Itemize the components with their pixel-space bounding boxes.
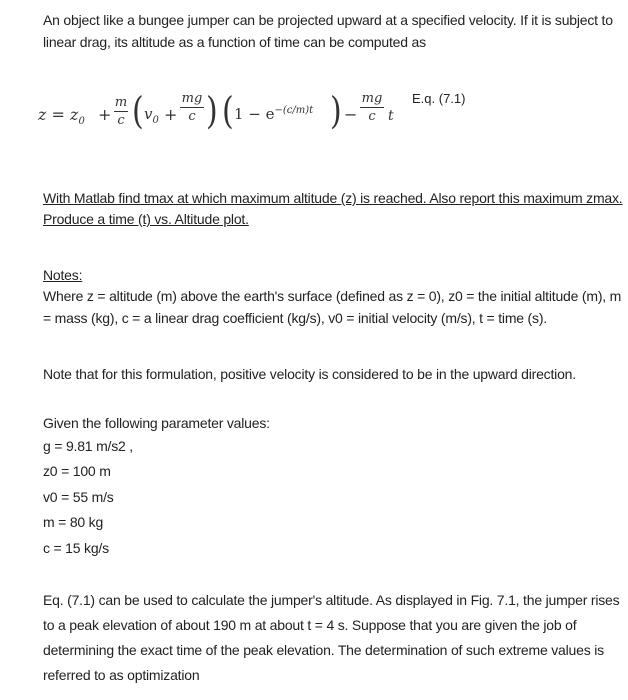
eq-fraction-mg-over-c-2 <box>360 91 384 124</box>
notes-line-2: = mass (kg), c = a linear drag coefficient (kg/s), v0 = initial velocity (m/s), t = time (s). <box>43 310 547 326</box>
intro-line-2: linear drag, its altitude as a function of time can be computed as <box>43 34 426 50</box>
eq-frac1-num: m <box>114 95 128 110</box>
intro-line-1: An object like a bungee jumper can be projected upward at a specified velocity. If it is subject to <box>43 12 613 28</box>
eq-v0-sub: 0 <box>152 115 159 126</box>
parameters-heading: Given the following parameter values: <box>43 415 270 431</box>
eq-plus-2: + <box>164 105 178 124</box>
eq-lhs-sub: 0 <box>78 116 85 128</box>
task-line-2: Produce a time (t) vs. Altitude plot. <box>43 211 249 227</box>
param-m: m = 80 kg <box>43 514 104 530</box>
eq-frac3-num: mg <box>361 91 383 106</box>
param-v0: v0 = 55 m/s <box>43 489 114 505</box>
param-z0: z0 = 100 m <box>43 463 111 479</box>
notes-line-1: Where z = altitude (m) above the earth's surface (defined as z = 0), z0 = the initial altitude (m), m <box>43 288 622 304</box>
eq-fraction-m-over-c <box>114 95 128 128</box>
altitude-equation: $z = z_0$ + m c ( $v_0$ + mg c ) ( $1 - e^{-(c/m)t}$ ) − mg c t <box>38 89 394 134</box>
eq-one-minus-e: 1 − e <box>234 105 275 123</box>
eq-minus: − <box>344 105 358 124</box>
eq-t: t <box>388 108 394 124</box>
eq-frac2-den: c <box>188 109 196 124</box>
eq-v0: v <box>144 105 153 123</box>
closing-line-4: referred to as optimization <box>43 667 200 683</box>
notes-heading: Notes: <box>43 267 83 283</box>
closing-line-3: determining the exact time of the peak elevation. The determination of such extreme values is <box>43 642 604 658</box>
param-c: c = 15 kg/s <box>43 540 109 556</box>
closing-line-1: Eq. (7.1) can be used to calculate the jumper's altitude. As displayed in Fig. 7.1, the jumper rises <box>43 592 620 608</box>
equation-label: E.q. (7.1) <box>412 91 466 106</box>
eq-frac2-num: mg <box>181 91 203 106</box>
closing-line-2: to a peak elevation of about 190 m at about t = 4 s. Suppose that you are given the job of <box>43 617 577 633</box>
eq-frac3-den: c <box>368 109 376 124</box>
eq-fraction-mg-over-c-1 <box>180 91 204 124</box>
eq-exponent: −(c/m)t <box>274 105 314 116</box>
eq-lhs: z = z <box>38 105 79 124</box>
velocity-note: Note that for this formulation, positive velocity is considered to be in the upward direction. <box>43 366 576 382</box>
eq-plus-1: + <box>98 105 112 124</box>
task-line-1: With Matlab find tmax at which maximum altitude (z) is reached. Also report this maximum zmax. <box>43 190 623 206</box>
eq-frac1-den: c <box>117 113 125 128</box>
param-g: g = 9.81 m/s2 , <box>43 438 133 454</box>
